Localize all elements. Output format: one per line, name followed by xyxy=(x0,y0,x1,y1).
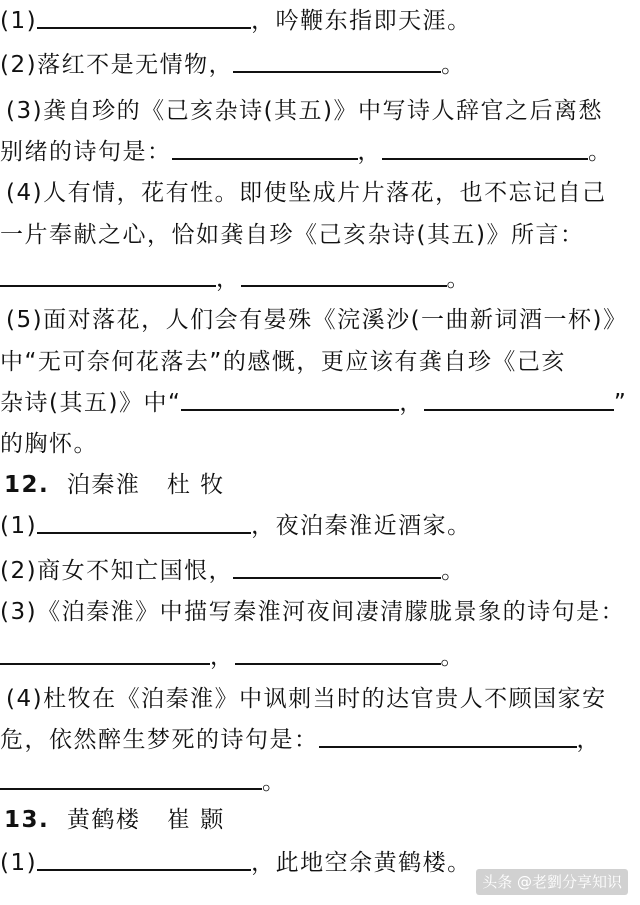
question-number: (1) xyxy=(0,850,38,876)
question-12-4-line2 xyxy=(0,723,640,757)
question-11-5-line4: 的胸怀。 xyxy=(0,431,98,457)
question-number: (1) xyxy=(0,8,38,34)
punctuation: 。 xyxy=(446,266,471,292)
answer-blank[interactable] xyxy=(233,49,441,73)
answer-blank[interactable] xyxy=(0,263,216,287)
poem-title: 泊秦淮 xyxy=(66,472,141,498)
prompt-text: 杂诗(其五)》中“ xyxy=(0,390,182,416)
answer-blank[interactable] xyxy=(235,641,441,665)
question-12-3-line2 xyxy=(0,640,640,674)
punctuation: 。 xyxy=(441,558,466,584)
question-12-4-line1: (4)杜牧在《泊秦淮》中讽刺当时的达官贵人不顾国家安 xyxy=(6,686,607,712)
answer-blank[interactable] xyxy=(0,641,210,665)
punctuation: ， xyxy=(357,139,382,165)
section-12-header xyxy=(4,468,640,502)
prompt-text: 危，依然醉生梦死的诗句是： xyxy=(0,727,319,753)
punctuation: 。 xyxy=(441,52,466,78)
answer-blank[interactable] xyxy=(37,847,251,871)
question-11-3-line1: (3)龚自珍的《己亥杂诗(其五)》中写诗人辞官之后离愁 xyxy=(6,98,604,124)
answer-blank[interactable] xyxy=(181,387,399,411)
punctuation: ， xyxy=(576,727,601,753)
section-number: 12. xyxy=(4,472,50,498)
poem-line: (2)落红不是无情物， xyxy=(0,52,234,78)
question-11-5-line2: 中“无可奈何花落去”的感慨，更应该有龚自珍《己亥 xyxy=(0,349,566,375)
question-11-4-line3 xyxy=(0,262,640,296)
poem-author: 崔 颢 xyxy=(166,807,225,833)
question-11-5-line1: (5)面对落花，人们会有晏殊《浣溪沙(一曲新词酒一杯)》 xyxy=(6,307,628,333)
answer-blank[interactable] xyxy=(0,766,262,790)
question-12-3-line1: (3)《泊秦淮》中描写秦淮河夜间凄清朦胧景象的诗句是： xyxy=(0,599,626,625)
answer-blank[interactable] xyxy=(37,5,251,29)
question-11-3-line2 xyxy=(0,135,640,169)
punctuation: 。 xyxy=(588,139,613,165)
punctuation: ， xyxy=(210,644,235,670)
question-12-2 xyxy=(0,554,640,588)
question-11-5-line3 xyxy=(0,386,640,420)
question-11-4-line1: (4)人有情，花有性。即使坠成片片落花，也不忘记自己 xyxy=(6,180,607,206)
punctuation: 。 xyxy=(440,644,465,670)
punctuation: 。 xyxy=(262,769,287,795)
poem-line: (2)商女不知亡国恨， xyxy=(0,558,234,584)
question-11-4-line2: 一片奉献之心，恰如龚自珍《己亥杂诗(其五)》所言： xyxy=(0,222,585,248)
question-12-1 xyxy=(0,509,640,543)
question-number: (1) xyxy=(0,513,38,539)
prompt-text: 别绪的诗句是： xyxy=(0,139,172,165)
poem-line: ，夜泊秦淮近酒家。 xyxy=(251,513,472,539)
question-11-2 xyxy=(0,48,640,82)
answer-blank[interactable] xyxy=(241,263,447,287)
poem-author: 杜 牧 xyxy=(166,472,225,498)
poem-line: ，吟鞭东指即天涯。 xyxy=(251,8,472,34)
answer-blank[interactable] xyxy=(424,387,614,411)
answer-blank[interactable] xyxy=(319,724,577,748)
punctuation: ， xyxy=(399,390,424,416)
poem-line: ，此地空余黄鹤楼。 xyxy=(251,850,472,876)
watermark: 头条 @老劉分享知识 xyxy=(476,869,628,895)
answer-blank[interactable] xyxy=(382,136,588,160)
question-12-4-line3 xyxy=(0,765,640,799)
answer-blank[interactable] xyxy=(172,136,358,160)
answer-blank[interactable] xyxy=(233,555,441,579)
punctuation: ” xyxy=(613,390,628,416)
answer-blank[interactable] xyxy=(37,510,251,534)
question-11-1 xyxy=(0,4,640,38)
section-number: 13. xyxy=(4,807,50,833)
section-13-header xyxy=(4,803,640,837)
poem-title: 黄鹤楼 xyxy=(66,807,141,833)
punctuation: ， xyxy=(216,266,241,292)
